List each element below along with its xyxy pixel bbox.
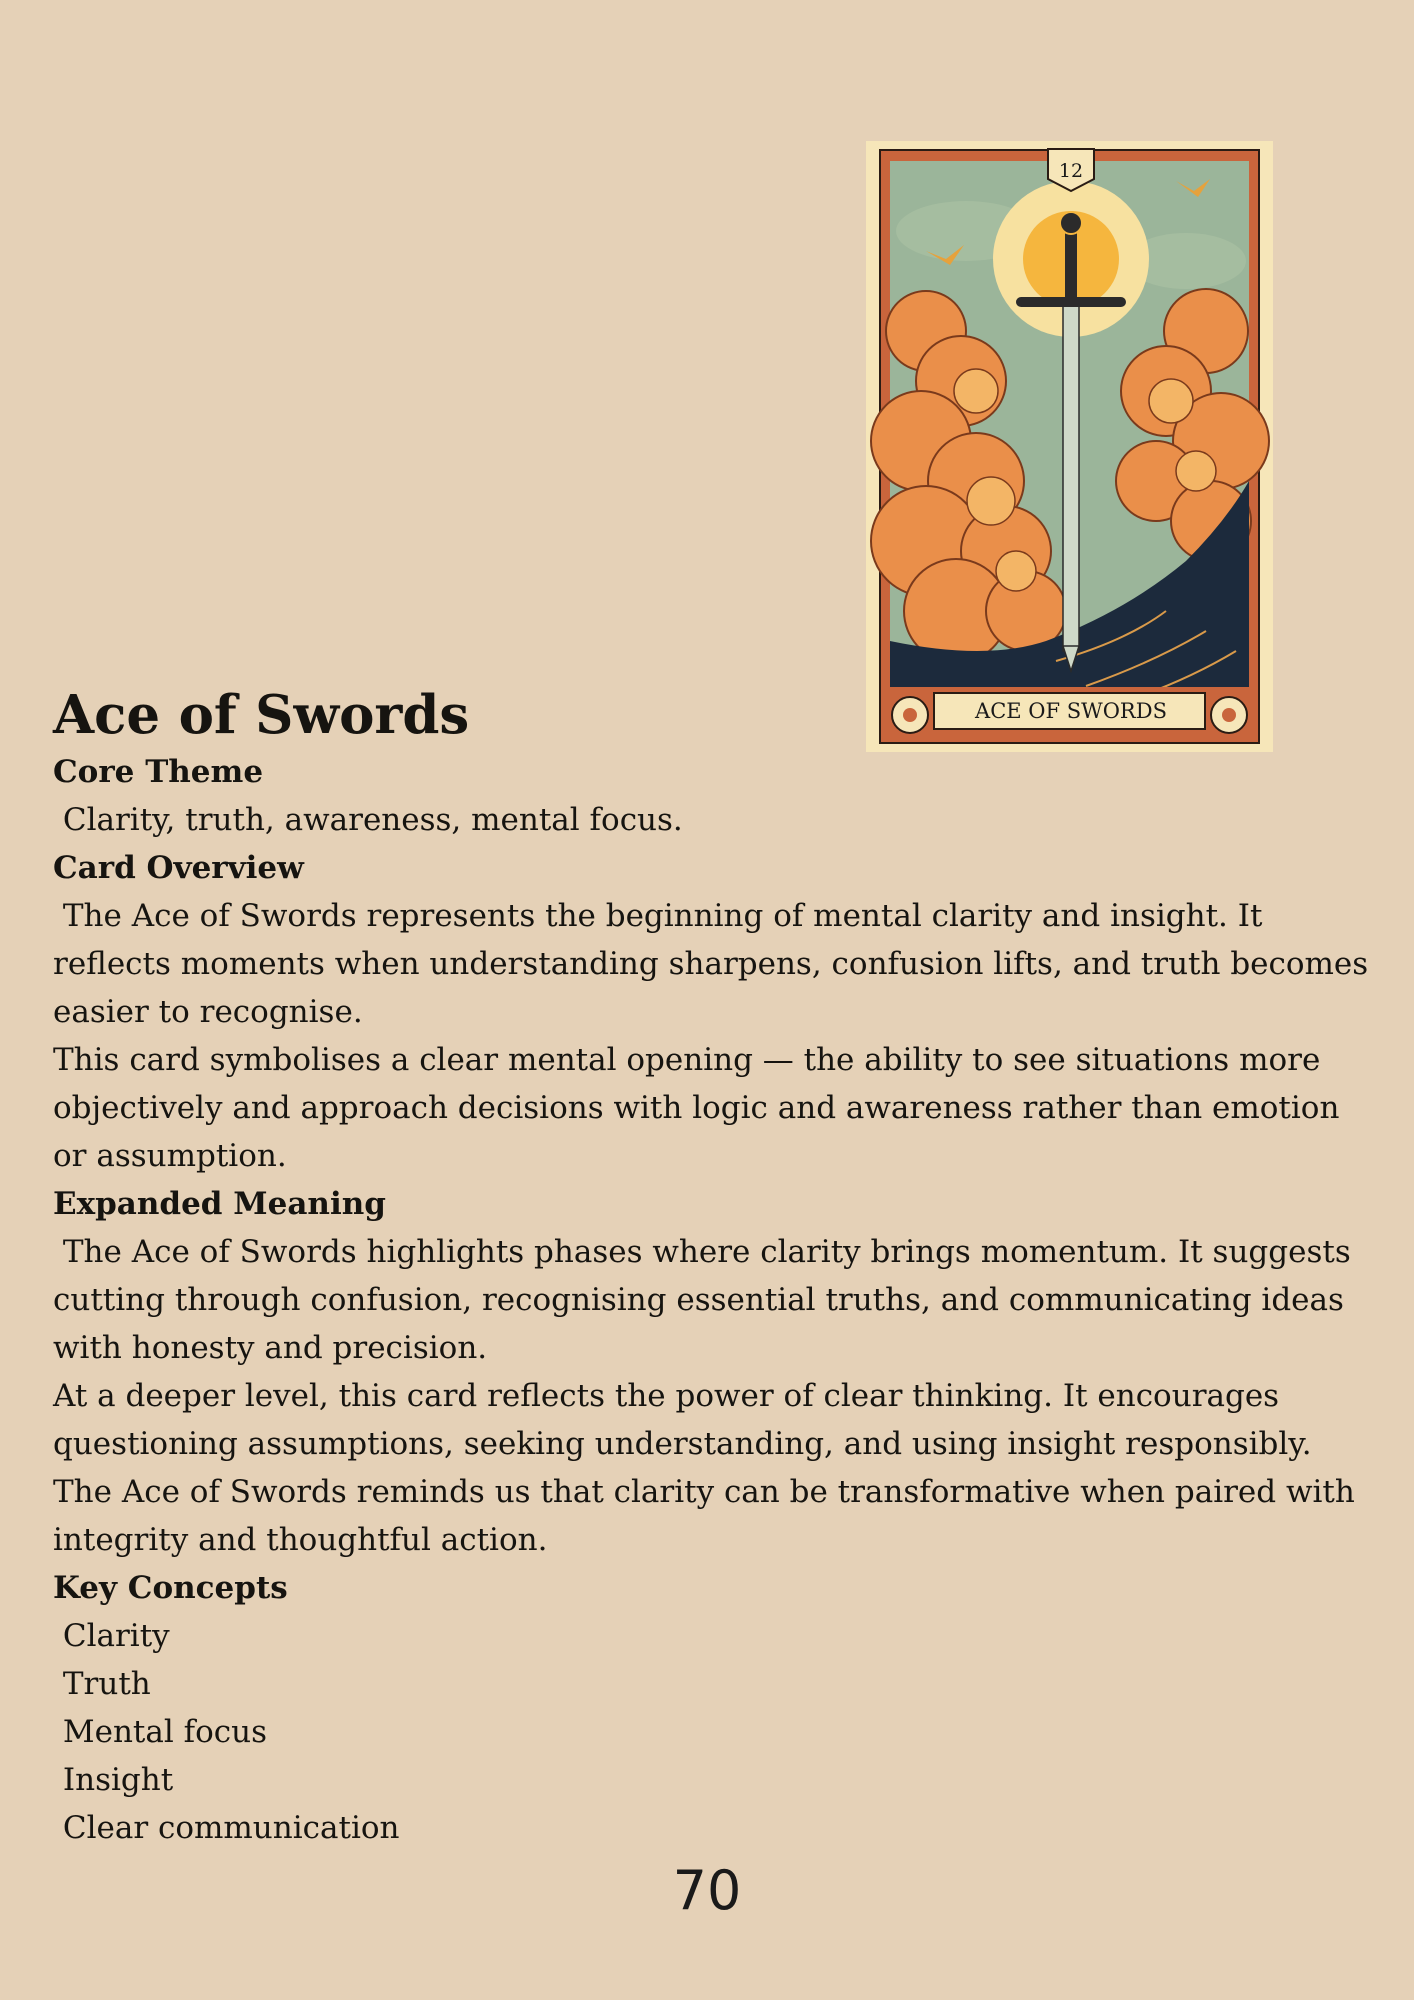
card-number: 12 [1058, 160, 1084, 182]
list-item: Clarity [53, 1618, 170, 1654]
key-concepts-heading: Key Concepts [53, 1570, 288, 1606]
page-number: 70 [672, 1859, 742, 1922]
overview-paragraph-2: This card symbolises a clear mental opening — the ability to see situations more objectively and approach decisions with logic and awareness rather than emotion or assumption. [53, 1042, 1340, 1174]
card-name: ACE OF SWORDS [975, 699, 1167, 723]
page-title: Ace of Swords [53, 684, 470, 746]
list-item: Insight [53, 1762, 174, 1798]
expanded-paragraph-2: At a deeper level, this card reflects the power of clear thinking. It encourages questioning assumptions, seeking understanding, and using insight responsibly. [53, 1378, 1312, 1462]
core-theme-text: Clarity, truth, awareness, mental focus. [53, 802, 683, 838]
overview-paragraph-1: The Ace of Swords represents the beginning of mental clarity and insight. It reflects moments when understanding sharpens, confusion lifts, and truth becomes easier to recognise. [53, 898, 1379, 1030]
tarot-card-image [866, 141, 1273, 752]
card-description [53, 682, 1379, 1852]
expanded-heading: Expanded Meaning [53, 1186, 386, 1222]
list-item: Clear communication [53, 1810, 400, 1846]
list-item: Truth [53, 1666, 151, 1702]
core-theme-heading: Core Theme [53, 754, 264, 790]
expanded-paragraph-3: The Ace of Swords reminds us that clarity can be transformative when paired with integrity and thoughtful action. [53, 1474, 1355, 1558]
expanded-paragraph-1: The Ace of Swords highlights phases where clarity brings momentum. It suggests cutting through confusion, recognising essential truths, and communicating ideas with honesty and precision. [53, 1234, 1361, 1366]
list-item: Mental focus [53, 1714, 267, 1750]
key-concepts-list [53, 1612, 1373, 1852]
overview-heading: Card Overview [53, 850, 304, 886]
